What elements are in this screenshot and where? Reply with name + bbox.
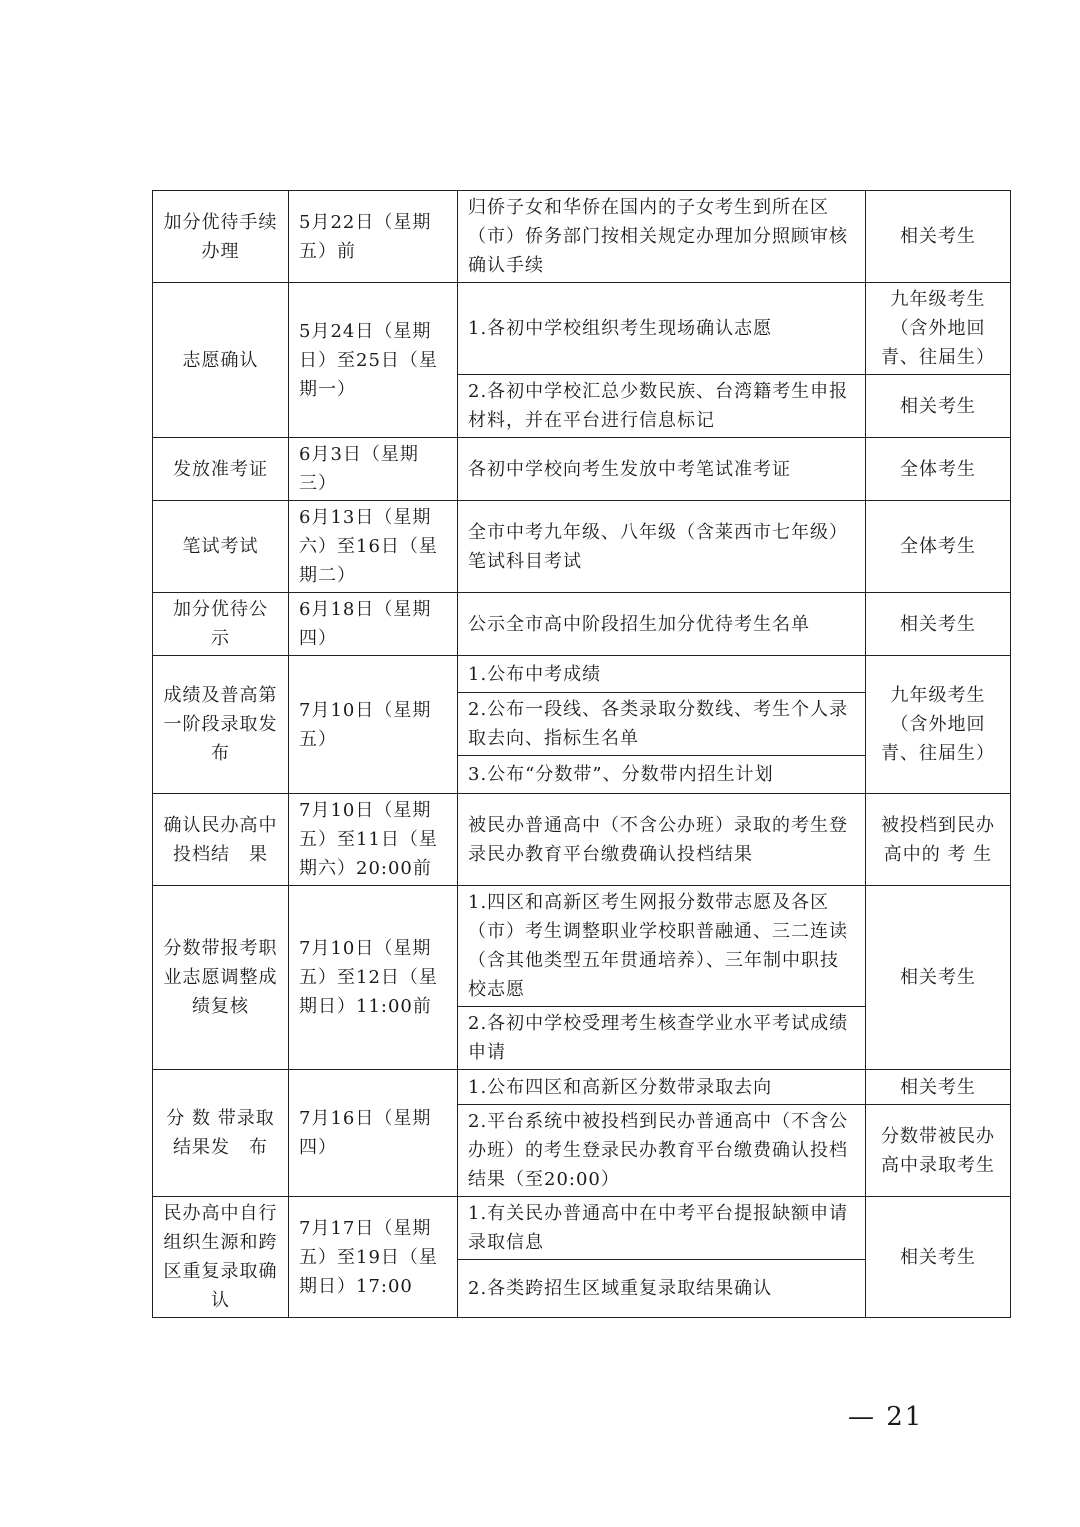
content-cell: 2.各初中学校汇总少数民族、台湾籍考生申报材料，并在平台进行信息标记 bbox=[458, 375, 866, 438]
content-cell: 全市中考九年级、八年级（含莱西市七年级）笔试科目考试 bbox=[458, 501, 866, 593]
content-cell: 3.公布“分数带”、分数带内招生计划 bbox=[458, 756, 866, 794]
table-row bbox=[153, 1070, 1011, 1105]
content-cell: 2.公布一段线、各类录取分数线、考生个人录取去向、指标生名单 bbox=[458, 693, 866, 756]
item-cell: 发放准考证 bbox=[153, 438, 289, 501]
time-cell: 5月22日（星期五）前 bbox=[289, 191, 458, 283]
item-cell: 分数带报考职业志愿调整成绩复核 bbox=[153, 886, 289, 1070]
item-cell: 分 数 带录取结果发 布 bbox=[153, 1070, 289, 1197]
target-cell: 全体考生 bbox=[866, 438, 1011, 501]
target-cell: 分数带被民办高中录取考生 bbox=[866, 1105, 1011, 1197]
table-row bbox=[153, 656, 1011, 693]
target-cell: 九年级考生（含外地回青、往届生） bbox=[866, 656, 1011, 794]
content-cell: 归侨子女和华侨在国内的子女考生到所在区（市）侨务部门按相关规定办理加分照顾审核确认手续 bbox=[458, 191, 866, 283]
time-cell: 7月17日（星期五）至19日（星期日）17:00 bbox=[289, 1197, 458, 1318]
content-cell: 1.有关民办普通高中在中考平台提报缺额申请录取信息 bbox=[458, 1197, 866, 1260]
item-cell: 成绩及普高第一阶段录取发布 bbox=[153, 656, 289, 794]
item-cell: 确认民办高中投档结 果 bbox=[153, 794, 289, 886]
content-cell: 1.公布中考成绩 bbox=[458, 656, 866, 693]
table-row bbox=[153, 593, 1011, 656]
content-cell: 2.各初中学校受理考生核查学业水平考试成绩申请 bbox=[458, 1007, 866, 1070]
table-row bbox=[153, 794, 1011, 886]
target-cell: 相关考生 bbox=[866, 1197, 1011, 1318]
content-cell: 1.各初中学校组织考生现场确认志愿 bbox=[458, 283, 866, 375]
content-cell: 被民办普通高中（不含公办班）录取的考生登录民办教育平台缴费确认投档结果 bbox=[458, 794, 866, 886]
time-cell: 5月24日（星期日）至25日（星期一） bbox=[289, 283, 458, 438]
content-cell: 2.各类跨招生区域重复录取结果确认 bbox=[458, 1260, 866, 1318]
schedule-table bbox=[152, 190, 1011, 1318]
target-cell: 全体考生 bbox=[866, 501, 1011, 593]
target-cell: 相关考生 bbox=[866, 375, 1011, 438]
time-cell: 7月10日（星期五） bbox=[289, 656, 458, 794]
table-row bbox=[153, 886, 1011, 1007]
table-row bbox=[153, 1197, 1011, 1260]
time-cell: 6月13日（星期六）至16日（星期二） bbox=[289, 501, 458, 593]
table-row bbox=[153, 283, 1011, 375]
content-cell: 各初中学校向考生发放中考笔试准考证 bbox=[458, 438, 866, 501]
table-row bbox=[153, 191, 1011, 283]
time-cell: 7月10日（星期五）至12日（星期日）11:00前 bbox=[289, 886, 458, 1070]
content-cell: 1.公布四区和高新区分数带录取去向 bbox=[458, 1070, 866, 1105]
target-cell: 相关考生 bbox=[866, 1070, 1011, 1105]
item-cell: 加分优待公 示 bbox=[153, 593, 289, 656]
content-cell: 公示全市高中阶段招生加分优待考生名单 bbox=[458, 593, 866, 656]
target-cell: 被投档到民办高中的 考 生 bbox=[866, 794, 1011, 886]
target-cell: 相关考生 bbox=[866, 191, 1011, 283]
time-cell: 6月18日（星期四） bbox=[289, 593, 458, 656]
item-cell: 加分优待手续办理 bbox=[153, 191, 289, 283]
table-row bbox=[153, 438, 1011, 501]
item-cell: 志愿确认 bbox=[153, 283, 289, 438]
target-cell: 九年级考生（含外地回青、往届生） bbox=[866, 283, 1011, 375]
content-cell: 1.四区和高新区考生网报分数带志愿及各区（市）考生调整职业学校职普融通、三二连读（含其他类型五年贯通培养）、三年制中职技校志愿 bbox=[458, 886, 866, 1007]
item-cell: 民办高中自行组织生源和跨区重复录取确认 bbox=[153, 1197, 289, 1318]
content-cell: 2.平台系统中被投档到民办普通高中（不含公办班）的考生登录民办教育平台缴费确认投档结果（至20:00） bbox=[458, 1105, 866, 1197]
item-cell: 笔试考试 bbox=[153, 501, 289, 593]
time-cell: 6月3日（星期三） bbox=[289, 438, 458, 501]
time-cell: 7月16日（星期四） bbox=[289, 1070, 458, 1197]
time-cell: 7月10日（星期五）至11日（星期六）20:00前 bbox=[289, 794, 458, 886]
target-cell: 相关考生 bbox=[866, 593, 1011, 656]
page-number: — 21 bbox=[848, 1402, 924, 1432]
table-row bbox=[153, 501, 1011, 593]
target-cell: 相关考生 bbox=[866, 886, 1011, 1070]
